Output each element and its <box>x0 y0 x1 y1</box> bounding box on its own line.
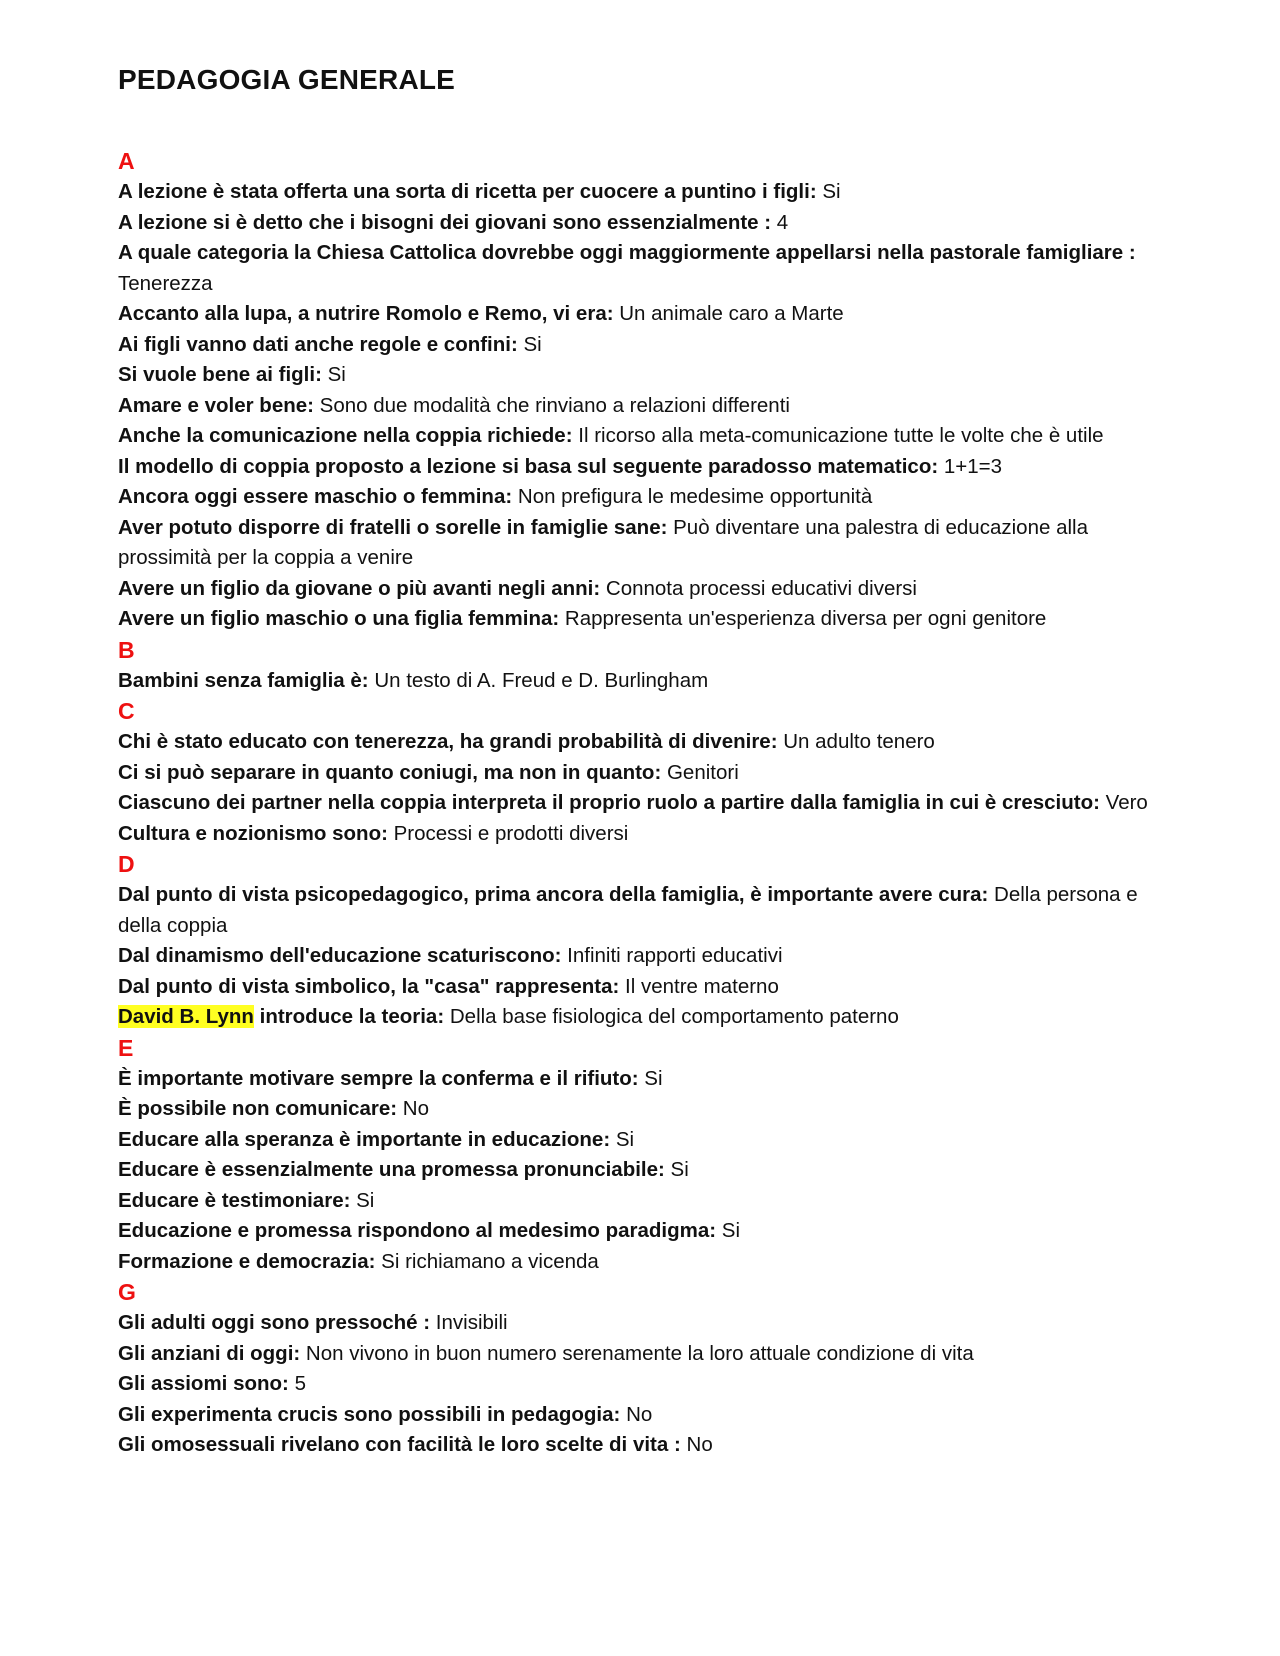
entry-answer: Si <box>638 1066 663 1090</box>
entry-question: Dal punto di vista psicopedagogico, prima ancora della famiglia, è importante avere cura: <box>118 883 989 906</box>
entry <box>118 1369 1178 1400</box>
entry <box>118 1216 1178 1247</box>
entry <box>118 1400 1178 1431</box>
entry-answer: Un animale caro a Marte <box>613 302 844 325</box>
entry <box>118 1002 1178 1033</box>
entry-answer: Si <box>517 332 542 356</box>
entry-answer: Non vivono in buon numero serenamente la loro attuale condizione di vita <box>300 1341 974 1365</box>
entry <box>118 941 1178 972</box>
entry-answer: Della persona e della coppia <box>118 883 1138 937</box>
entry <box>118 1125 1178 1156</box>
entry-question: Ci si può separare in quanto coniugi, ma non in quanto: <box>118 760 662 784</box>
entry-question: Dal dinamismo dell'educazione scaturiscono: <box>118 944 562 967</box>
entry-answer: Genitori <box>661 760 739 784</box>
entry-question: Bambini senza famiglia è: <box>118 668 369 692</box>
entry-question: Educazione e promessa rispondono al medesimo paradigma: <box>118 1219 717 1242</box>
entry-question: Gli adulti oggi sono pressoché : <box>118 1311 431 1334</box>
entry-question: Amare e voler bene: <box>118 393 314 417</box>
entry-answer: No <box>620 1402 653 1426</box>
entry-question: Avere un figlio maschio o una figlia femmina: <box>118 607 560 630</box>
entry <box>118 238 1178 299</box>
entry-answer: Si <box>716 1219 741 1242</box>
entry <box>118 788 1178 819</box>
section-letter-d: D <box>118 851 135 877</box>
entry-answer: Vero <box>1099 791 1148 814</box>
entry-answer: 1+1=3 <box>938 454 1003 478</box>
entry <box>118 727 1178 758</box>
section-letter-c: C <box>118 698 135 724</box>
entry-question: Educare è essenzialmente una promessa pronunciabile: <box>118 1158 665 1181</box>
entry-question: Gli omosessuali rivelano con facilità le loro scelte di vita : <box>118 1433 681 1456</box>
entry-answer: Processi e prodotti diversi <box>387 821 629 845</box>
section-letter-a: A <box>118 148 135 174</box>
entry <box>118 1339 1178 1370</box>
entry <box>118 604 1178 635</box>
section-letter-e: E <box>118 1034 134 1061</box>
entry-question: A quale categoria la Chiesa Cattolica dovrebbe oggi maggiormente appellarsi nella pastorale famigliare : <box>118 241 1136 264</box>
entry <box>118 1430 1178 1461</box>
entry-answer: Un adulto tenero <box>777 730 935 753</box>
entry-question: Cultura e nozionismo sono: <box>118 821 388 845</box>
entry-answer: Invisibili <box>430 1311 508 1334</box>
entry-answer: Si <box>350 1188 375 1212</box>
entry <box>118 299 1178 330</box>
entry-answer: Sono due modalità che rinviano a relazioni differenti <box>313 393 790 417</box>
entry-answer: Un testo di A. Freud e D. Burlingham <box>368 668 709 692</box>
entry <box>118 880 1178 941</box>
entry-answer: Il ricorso alla meta-comunicazione tutte le volte che è utile <box>572 424 1104 447</box>
entry <box>118 574 1178 605</box>
entry-answer: 4 <box>771 210 789 234</box>
entry <box>118 177 1178 208</box>
entry-question: Educare è testimoniare: <box>118 1188 351 1212</box>
entry-answer: Si <box>321 363 346 386</box>
entry <box>118 758 1178 789</box>
entry-answer: 5 <box>288 1372 306 1395</box>
entry <box>118 208 1178 239</box>
entry <box>118 1308 1178 1339</box>
entry-answer: No <box>680 1433 713 1456</box>
entry-answer: Si <box>816 180 841 203</box>
entry <box>118 421 1178 452</box>
section-letter-g: G <box>118 1279 136 1305</box>
highlighted-term: David B. Lynn <box>118 1005 254 1028</box>
entry-question: È possibile non comunicare: <box>118 1097 398 1120</box>
entry <box>118 666 1178 697</box>
entry-question: Il modello di coppia proposto a lezione si basa sul seguente paradosso matematico: <box>118 454 939 478</box>
entry-question: Gli assiomi sono: <box>118 1372 289 1395</box>
entry-question: Dal punto di vista simbolico, la "casa" rappresenta: <box>118 974 620 998</box>
entry-question: Anche la comunicazione nella coppia richiede: <box>118 424 573 447</box>
entry <box>118 1094 1178 1125</box>
entry <box>118 360 1178 391</box>
entry-question: Educare alla speranza è importante in educazione: <box>118 1127 611 1151</box>
entry-question: Ai figli vanno dati anche regole e confini: <box>118 332 518 356</box>
entry <box>118 513 1178 574</box>
entry <box>118 391 1178 422</box>
entry-answer: Non prefigura le medesime opportunità <box>512 485 873 508</box>
entry <box>118 819 1178 850</box>
entry-question: È importante motivare sempre la conferma e il rifiuto: <box>118 1066 639 1090</box>
page-title: PEDAGOGIA GENERALE <box>118 64 456 95</box>
entry <box>118 972 1178 1003</box>
entry-question: A lezione si è detto che i bisogni dei giovani sono essenzialmente : <box>118 210 772 234</box>
entry <box>118 452 1178 483</box>
entry-question: Avere un figlio da giovane o più avanti negli anni: <box>118 576 601 600</box>
entry-question: A lezione è stata offerta una sorta di ricetta per cuocere a puntino i figli: <box>118 180 817 203</box>
entry-question: Ancora oggi essere maschio o femmina: <box>118 485 513 508</box>
entry-answer: No <box>397 1097 429 1120</box>
entry-question: Chi è stato educato con tenerezza, ha grandi probabilità di divenire: <box>118 730 778 753</box>
entry-question: Gli experimenta crucis sono possibili in pedagogia: <box>118 1402 621 1426</box>
entry <box>118 330 1178 361</box>
entry-question: introduce la teoria: <box>253 1005 445 1028</box>
entry-question: Gli anziani di oggi: <box>118 1341 301 1365</box>
entry-question: Aver potuto disporre di fratelli o sorelle in famiglie sane: <box>118 515 668 539</box>
glossary-content <box>118 146 1178 1461</box>
entry-question: Accanto alla lupa, a nutrire Romolo e Remo, vi era: <box>118 302 614 325</box>
entry-question: Si vuole bene ai figli: <box>118 363 322 386</box>
entry <box>118 482 1178 513</box>
entry-answer: Il ventre materno <box>619 974 779 998</box>
entry-answer: Connota processi educativi diversi <box>600 576 917 600</box>
entry-answer: Si <box>610 1127 635 1151</box>
entry-answer: Si richiamano a vicenda <box>375 1249 599 1273</box>
entry <box>118 1155 1178 1186</box>
entry <box>118 1186 1178 1217</box>
entry-answer: Si <box>664 1158 689 1181</box>
entry-answer: Della base fisiologica del comportamento paterno <box>444 1005 899 1028</box>
entry <box>118 1064 1178 1095</box>
entry <box>118 1247 1178 1278</box>
section-letter-b: B <box>118 636 135 663</box>
entry-answer: Può diventare una palestra di educazione alla prossimità per la coppia a venire <box>118 515 1088 569</box>
entry-answer: Infiniti rapporti educativi <box>561 944 783 967</box>
entry-answer: Tenerezza <box>118 271 213 295</box>
entry-question: Ciascuno dei partner nella coppia interpreta il proprio ruolo a partire dalla famiglia in cui è cresciuto: <box>118 791 1100 814</box>
entry-answer: Rappresenta un'esperienza diversa per ogni genitore <box>559 607 1047 630</box>
entry-question: Formazione e democrazia: <box>118 1249 376 1273</box>
